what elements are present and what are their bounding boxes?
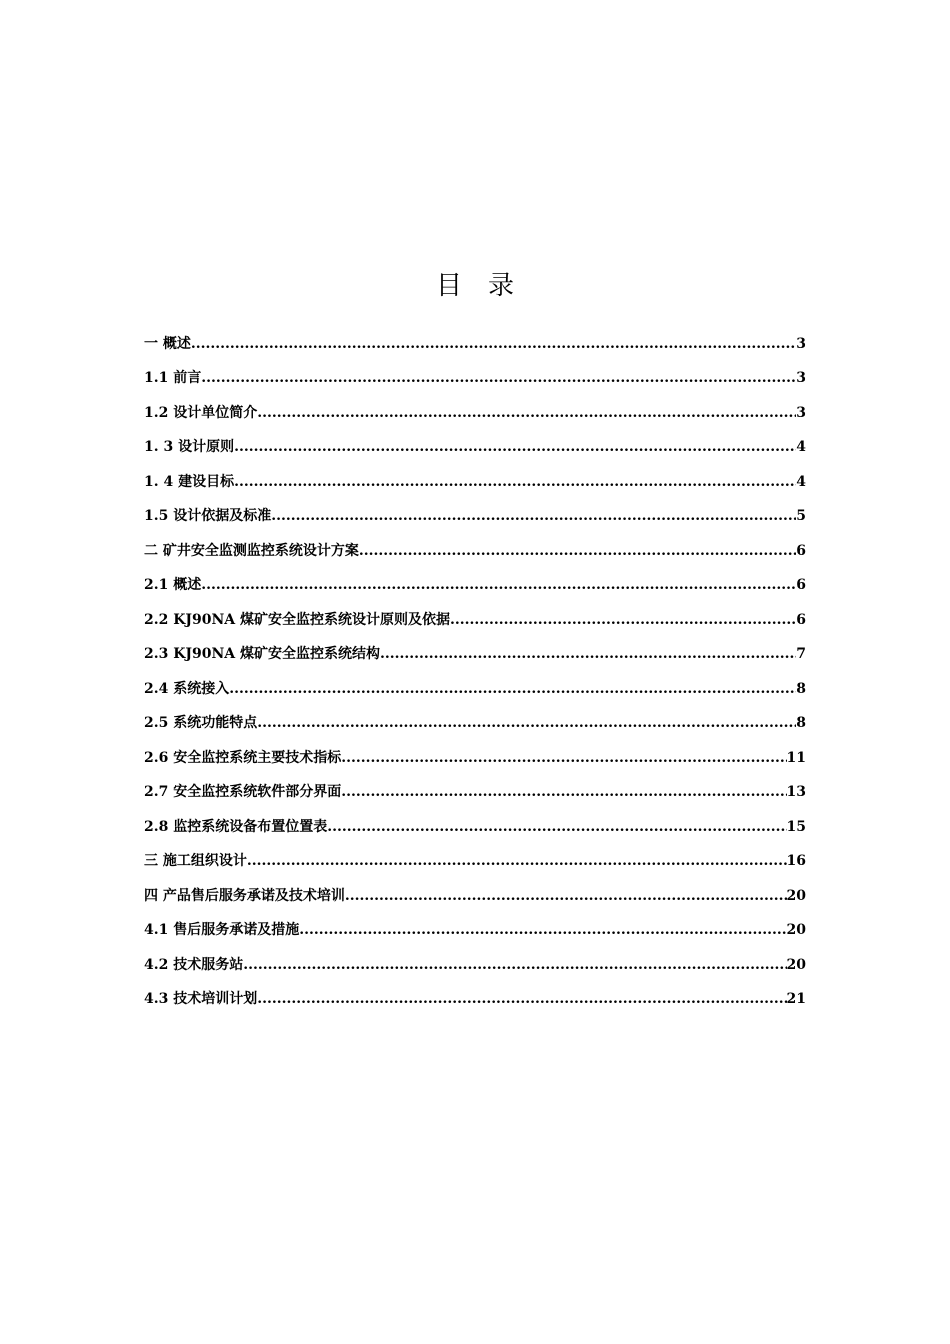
toc-dot-leader <box>234 436 796 458</box>
toc-entry-page: 3 <box>796 370 806 386</box>
toc-dot-leader <box>299 919 786 941</box>
toc-dot-leader <box>243 954 786 976</box>
toc-entry-label: 1.1 前言 <box>144 370 202 386</box>
toc-entry[interactable] <box>144 631 806 666</box>
toc-entry-page: 20 <box>786 922 806 938</box>
toc-entry-page: 6 <box>796 577 806 593</box>
toc-title: 目 录 <box>435 271 514 301</box>
toc-entry[interactable] <box>144 527 806 562</box>
toc-entry-label: 2.5 系统功能特点 <box>144 715 258 731</box>
toc-entry-label: 2.3 KJ90NA 煤矿安全监控系统结构 <box>144 646 381 662</box>
toc-dot-leader <box>257 402 796 424</box>
toc-dot-leader <box>341 781 786 803</box>
toc-dot-leader <box>191 333 796 355</box>
toc-entry-label: 二 矿井安全监测监控系统设计方案 <box>144 542 359 559</box>
toc-entry-page: 16 <box>786 853 806 869</box>
toc-entry-label: 2.1 概述 <box>144 577 202 593</box>
toc-entry-page: 7 <box>796 646 806 662</box>
toc-entry-label: 2.7 安全监控系统软件部分界面 <box>144 784 342 800</box>
toc-entry[interactable] <box>144 941 806 976</box>
toc-dot-leader <box>229 678 796 700</box>
toc-dot-leader <box>257 712 796 734</box>
toc-entry[interactable] <box>144 734 806 769</box>
toc-entry[interactable] <box>144 596 806 631</box>
toc-entry[interactable] <box>144 424 806 459</box>
toc-dot-leader <box>345 885 787 907</box>
toc-entry[interactable] <box>144 562 806 597</box>
toc-entry-page: 15 <box>786 818 806 835</box>
toc-entry[interactable] <box>144 872 806 907</box>
toc-entry-page: 8 <box>796 680 806 697</box>
toc-dot-leader <box>341 747 786 769</box>
toc-entry-label: 1. 3 设计原则 <box>144 439 235 455</box>
toc-dot-leader <box>327 816 786 838</box>
toc-dot-leader <box>201 574 796 596</box>
toc-entry-label: 1.2 设计单位简介 <box>144 404 258 421</box>
toc-entry[interactable] <box>144 907 806 942</box>
toc-entry[interactable] <box>144 355 806 390</box>
toc-dot-leader <box>201 367 796 389</box>
toc-entry-label: 4.3 技术培训计划 <box>144 991 258 1007</box>
toc-entry-page: 6 <box>796 611 806 628</box>
toc-entry-page: 21 <box>786 991 806 1007</box>
toc-entry-page: 6 <box>796 542 806 559</box>
toc-entry-label: 2.8 监控系统设备布置位置表 <box>144 818 328 835</box>
toc-entry[interactable] <box>144 389 806 424</box>
toc-entry[interactable] <box>144 976 806 1011</box>
toc-entry[interactable] <box>144 493 806 528</box>
toc-entry-page: 11 <box>786 749 806 766</box>
toc-entry[interactable] <box>144 458 806 493</box>
toc-entry-page: 4 <box>796 439 806 455</box>
toc-entry-label: 1.5 设计依据及标准 <box>144 508 272 524</box>
toc-entry-label: 三 施工组织设计 <box>144 853 247 869</box>
toc-dot-leader <box>234 471 796 493</box>
toc-entry-label: 一 概述 <box>144 335 191 352</box>
toc-entry-page: 8 <box>796 715 806 731</box>
toc-entry-label: 四 产品售后服务承诺及技术培训 <box>144 887 345 904</box>
toc-entry-page: 20 <box>786 887 806 904</box>
toc-dot-leader <box>247 850 787 872</box>
toc-entry-label: 4.1 售后服务承诺及措施 <box>144 922 300 938</box>
toc-entry-label: 1. 4 建设目标 <box>144 473 235 490</box>
toc-entry-label: 2.2 KJ90NA 煤矿安全监控系统设计原则及依据 <box>144 611 451 628</box>
table-of-contents <box>144 320 806 1010</box>
toc-dot-leader <box>271 505 796 527</box>
toc-dot-leader <box>359 540 796 562</box>
toc-entry-page: 5 <box>796 508 806 524</box>
toc-entry-page: 20 <box>786 956 806 973</box>
toc-dot-leader <box>380 643 796 665</box>
toc-entry-page: 3 <box>796 335 806 352</box>
toc-entry-page: 13 <box>786 784 806 800</box>
toc-dot-leader <box>257 988 786 1010</box>
toc-entry[interactable] <box>144 700 806 735</box>
toc-entry-label: 2.4 系统接入 <box>144 680 230 697</box>
toc-entry[interactable] <box>144 320 806 355</box>
toc-entry-page: 3 <box>796 404 806 421</box>
toc-dot-leader <box>450 609 796 631</box>
toc-entry[interactable] <box>144 665 806 700</box>
toc-entry-page: 4 <box>796 473 806 490</box>
toc-entry-label: 4.2 技术服务站 <box>144 956 244 973</box>
toc-entry[interactable] <box>144 769 806 804</box>
toc-entry[interactable] <box>144 838 806 873</box>
toc-entry-label: 2.6 安全监控系统主要技术指标 <box>144 749 342 766</box>
toc-entry[interactable] <box>144 803 806 838</box>
